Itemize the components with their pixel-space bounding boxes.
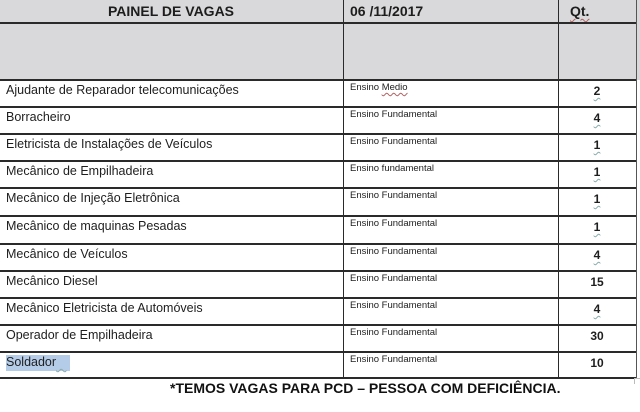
qty-cell: 15 bbox=[590, 275, 604, 289]
escolaridade-cell: Ensino Fundamental bbox=[350, 218, 438, 229]
qty-cell: 4 bbox=[593, 302, 601, 316]
date-label: 06 /11/2017 bbox=[350, 3, 424, 19]
cargo-cell: Ajudante de Reparador telecomunicações bbox=[6, 83, 239, 97]
cargo-cell: Mecânico de Injeção Eletrônica bbox=[6, 191, 180, 205]
grid-line bbox=[0, 22, 636, 24]
qty-cell: 2 bbox=[593, 84, 601, 98]
cargo-cell: Mecânico de Veículos bbox=[6, 247, 128, 261]
escolaridade-cell: Ensino Fundamental bbox=[350, 190, 438, 201]
qty-cell: 1 bbox=[593, 138, 601, 152]
qty-cell: 10 bbox=[590, 356, 604, 370]
qty-cell: 1 bbox=[593, 192, 601, 206]
escolaridade-cell: Ensino Fundamental bbox=[350, 273, 438, 284]
cargo-cell: Mecânico Eletricista de Automóveis bbox=[6, 301, 203, 315]
escolaridade-cell: Ensino Fundamental bbox=[350, 327, 438, 338]
qty-cell: 1 bbox=[593, 220, 601, 234]
table-right-border bbox=[636, 0, 637, 378]
escolaridade-cell: Ensino Fundamental bbox=[350, 109, 438, 120]
escolaridade-word: Medio bbox=[381, 82, 408, 93]
cargo-cell-selected[interactable] bbox=[6, 355, 70, 371]
table-row bbox=[0, 216, 636, 243]
escolaridade-cell: Ensino fundamental bbox=[350, 163, 434, 174]
pcd-note: *TEMOS VAGAS PARA PCD – PESSOA COM DEFICIÊNCIA. bbox=[170, 380, 561, 396]
qty-header: Qt. bbox=[570, 3, 590, 19]
cargo-cell: Mecânico de Empilhadeira bbox=[6, 164, 154, 178]
table-title-row bbox=[0, 0, 640, 23]
table-row bbox=[0, 352, 636, 379]
table-row bbox=[0, 244, 636, 271]
qty-cell: 4 bbox=[593, 111, 601, 125]
spellcheck-mark bbox=[56, 355, 66, 369]
escolaridade-cell: Ensino Fundamental bbox=[350, 246, 438, 257]
cargo-cell: Mecânico de maquinas Pesadas bbox=[6, 219, 187, 233]
table-row bbox=[0, 161, 636, 188]
table-row bbox=[0, 134, 636, 161]
escolaridade-cell: Ensino Fundamental bbox=[350, 136, 438, 147]
cargo-cell: Operador de Empilhadeira bbox=[6, 328, 153, 342]
cargo-cell: Eletricista de Instalações de Veículos bbox=[6, 137, 213, 151]
page-title: PAINEL DE VAGAS bbox=[108, 3, 235, 19]
table-resize-handle[interactable] bbox=[634, 378, 640, 384]
qty-cell: 4 bbox=[593, 248, 601, 262]
table-row bbox=[0, 80, 636, 107]
table-row bbox=[0, 298, 636, 325]
escolaridade-cell: Ensino Fundamental bbox=[350, 354, 438, 365]
cargo-cell: Mecânico Diesel bbox=[6, 274, 98, 288]
table-row bbox=[0, 107, 636, 134]
table-row bbox=[0, 271, 636, 298]
escolaridade-cell: Ensino Fundamental bbox=[350, 300, 438, 311]
table-row bbox=[0, 188, 636, 215]
cargo-cell: Borracheiro bbox=[6, 110, 71, 124]
cargo-text: Soldador bbox=[6, 355, 57, 369]
qty-cell: 1 bbox=[593, 165, 601, 179]
escolaridade-cell: Ensino Medio bbox=[350, 82, 408, 93]
table-row bbox=[0, 325, 636, 352]
qty-cell: 30 bbox=[590, 329, 604, 343]
